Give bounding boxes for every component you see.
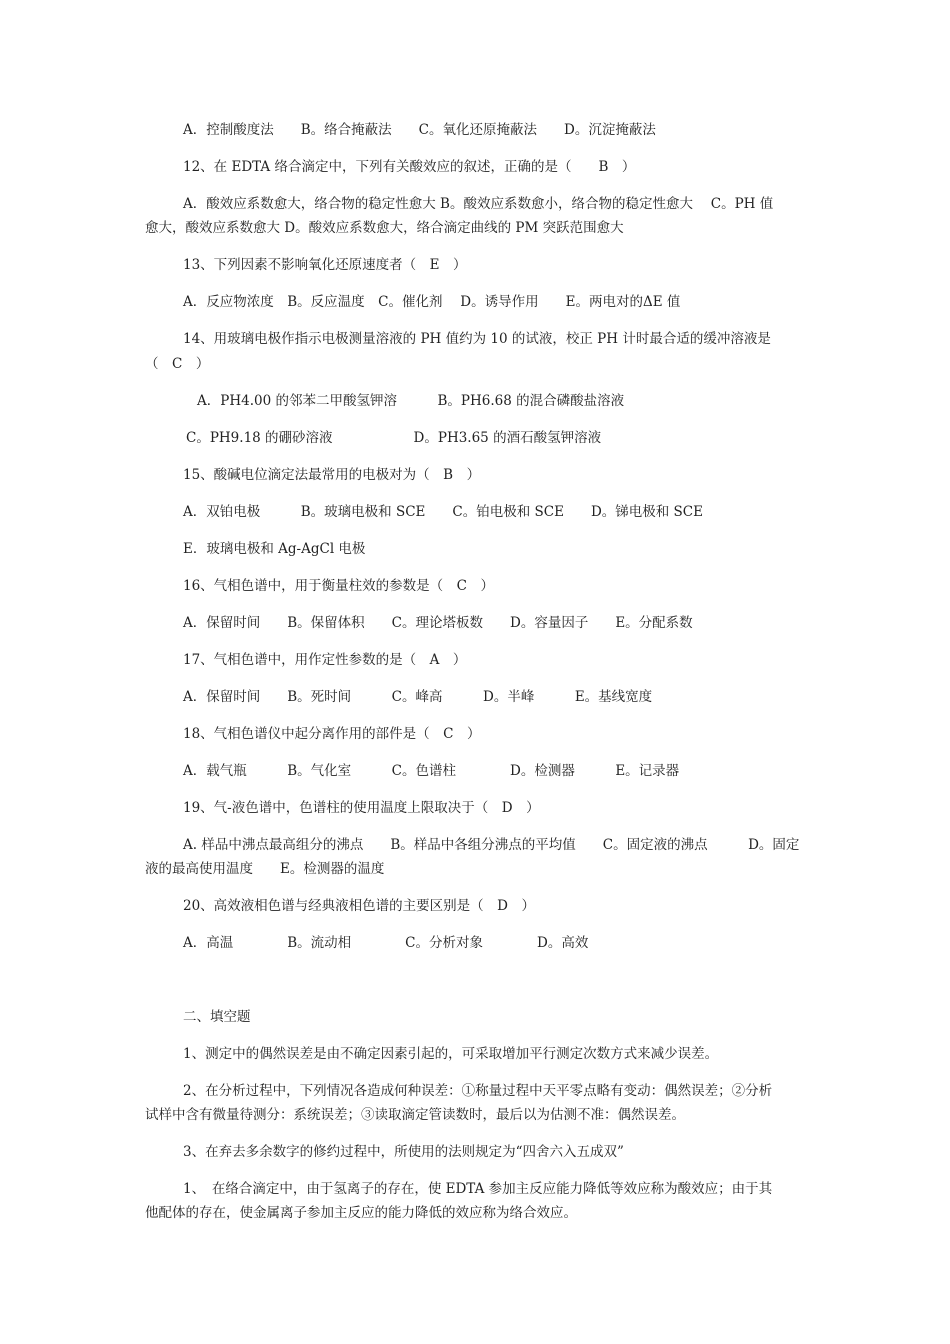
q17-question: 17、气相色谱中，用作定性参数的是（ A ） [183, 652, 467, 668]
q17-options: A．保留时间 B。死时间 C。峰高 D。半峰 E。基线宽度 [183, 689, 653, 705]
fill-item-2-line2: 试样中含有微量待测分：系统误差；③读取滴定管读数时，最后以为估测不准：偶然误差。 [145, 1107, 685, 1123]
q16-options: A．保留时间 B。保留体积 C。理论塔板数 D。容量因子 E。分配系数 [183, 615, 693, 631]
q14-question-line1: 14、用玻璃电极作指示电极测量溶液的 PH 值约为 10 的试液，校正 PH 计时最合适的缓冲溶液是 [183, 331, 771, 347]
q16-question: 16、气相色谱中，用于衡量柱效的参数是（ C ） [183, 578, 495, 594]
q19-options-line2: 液的最高使用温度 E。检测器的温度 [145, 861, 385, 877]
q14-options-line1: A．PH4.00 的邻苯二甲酸氢钾溶 B。PH6.68 的混合磷酸盐溶液 [197, 393, 625, 409]
q12-options-line1: A．酸效应系数愈大，络合物的稳定性愈大 B。酸效应系数愈小，络合物的稳定性愈大 C。PH 值 [183, 196, 774, 212]
q19-options-line1: A. 样品中沸点最高组分的沸点 B。样品中各组分沸点的平均值 C。固定液的沸点 D。固定 [183, 837, 800, 853]
q15-options-line2: E．玻璃电极和 Ag-AgCl 电极 [183, 541, 366, 557]
q15-options-line1: A．双铂电极 B。玻璃电极和 SCE C。铂电极和 SCE D。锑电极和 SCE [183, 504, 703, 520]
fill-item-3: 3、在弃去多余数字的修约过程中，所使用的法则规定为“四舍六入五成双” [183, 1144, 624, 1160]
q14-question-line2: （ C ） [145, 356, 210, 372]
q13-question: 13、下列因素不影响氧化还原速度者（ E ） [183, 257, 467, 273]
fill-item-2-line1: 2、在分析过程中，下列情况各造成何种误差：①称量过程中天平零点略有变动：偶然误差；②分析 [183, 1083, 773, 1099]
q19-question: 19、气-液色谱中，色谱柱的使用温度上限取决于（ D ） [183, 800, 540, 816]
fill-item-4-line1: 1、 在络合滴定中，由于氢离子的存在，使 EDTA 参加主反应能力降低等效应称为酸效应；由于其 [183, 1181, 773, 1197]
q12-question: 12、在 EDTA 络合滴定中，下列有关酸效应的叙述，正确的是（ B ） [183, 159, 636, 175]
q18-question: 18、气相色谱仪中起分离作用的部件是（ C ） [183, 726, 481, 742]
q13-options: A．反应物浓度 B。反应温度 C。催化剂 D。诱导作用 E。两电对的ΔE 值 [183, 294, 681, 310]
q12-options-line2: 愈大，酸效应系数愈大 D。酸效应系数愈大，络合滴定曲线的 PM 突跃范围愈大 [145, 220, 624, 236]
q14-options-line2: C。PH9.18 的硼砂溶液 D。PH3.65 的酒石酸氢钾溶液 [186, 430, 602, 446]
q15-question: 15、酸碱电位滴定法最常用的电极对为（ B ） [183, 467, 481, 483]
section-heading-fill-in: 二、填空题 [183, 1009, 251, 1025]
q20-options: A．高温 B。流动相 C。分析对象 D。高效 [183, 935, 589, 951]
fill-item-1: 1、测定中的偶然误差是由不确定因素引起的，可采取增加平行测定次数方式来减少误差。 [183, 1046, 719, 1062]
q11-options: A．控制酸度法 B。络合掩蔽法 C。氧化还原掩蔽法 D。沉淀掩蔽法 [183, 122, 656, 138]
fill-item-4-line2: 他配体的存在，使金属离子参加主反应的能力降低的效应称为络合效应。 [145, 1205, 577, 1221]
q18-options: A．载气瓶 B。气化室 C。色谱柱 D。检测器 E。记录器 [183, 763, 680, 779]
q20-question: 20、高效液相色谱与经典液相色谱的主要区别是（ D ） [183, 898, 536, 914]
